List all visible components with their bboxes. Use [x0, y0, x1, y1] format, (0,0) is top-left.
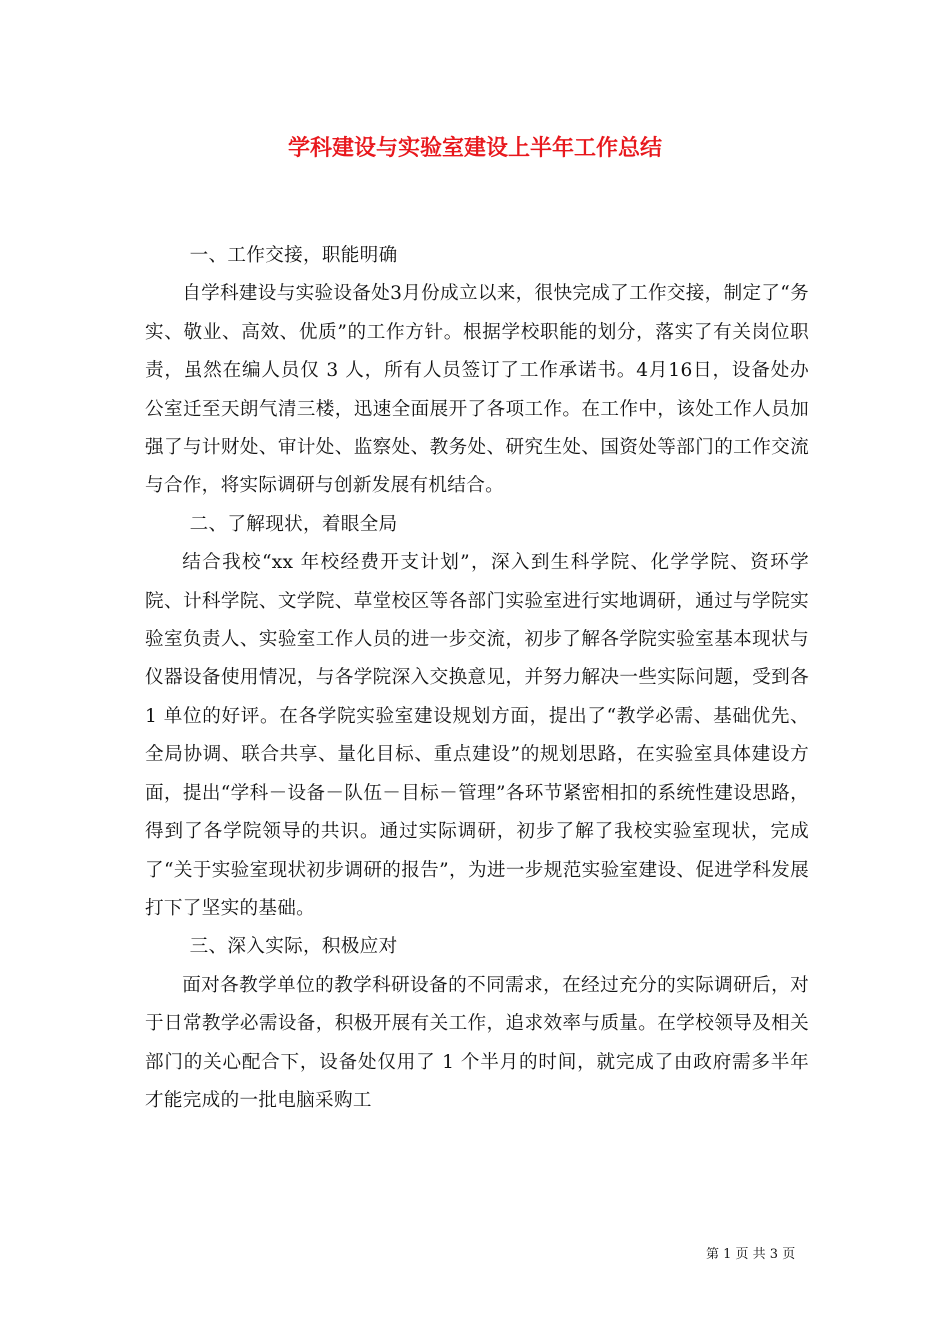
- document-title: 学科建设与实验室建设上半年工作总结: [287, 136, 662, 161]
- section-2-heading: 二、了解现状，着眼全局: [189, 513, 398, 535]
- section-1-paragraph: 自学科建设与实验设备处3月份成立以来，很快完成了工作交接，制定了“务实、敬业、高效、优质”的工作方针。根据学校职能的划分，落实了有关岗位职责，虽然在编人员仅 3 人，所有人员签订了工作承诺书。4月16日，设备处办公室迁至天朗气清三楼，迅速全面展开了各项工作。在工作中，该处工作人员加强了与计财处、审计处、监察处、教务处、研究生处、国资处等部门的工作交流与合作，将实际调研与创新发展有机结合。: [145, 283, 809, 497]
- page-number-footer: 第 1 页 共 3 页: [706, 1247, 796, 1262]
- section-1-heading: 一、工作交接，职能明确: [189, 245, 398, 266]
- section-2-paragraph: 结合我校“xx 年校经费开支计划”，深入到生科学院、化学学院、资环学院、计科学院、文学院、草堂校区等各部门实验室进行实地调研，通过与学院实验室负责人、实验室工作人员的进一步交流，初步了解各学院实验室基本现状与仪器设备使用情况，与各学院深入交换意见，并努力解决一些实际问题，受到各 1 单位的好评。在各学院实验室建设规划方面，提出了“教学必需、基础优先、全局协调、联合共享、量化目标、重点建设”的规划思路，在实验室具体建设方面，提出“学科－设备－队伍－目标－管理”各环节紧密相扣的系统性建设思路，得到了各学院领导的共识。通过实际调研，初步了解了我校实验室现状，完成了“关于实验室现状初步调研的报告”，为进一步规范实验室建设、促进学科发展打下了坚实的基础。: [145, 552, 809, 919]
- section-3-paragraph: 面对各教学单位的教学科研设备的不同需求，在经过充分的实际调研后，对于日常教学必需设备，积极开展有关工作，追求效率与质量。在学校领导及相关部门的关心配合下，设备处仅用了 1 个半月的时间，就完成了由政府需多半年才能完成的一批电脑采购工: [145, 974, 809, 1111]
- section-3-heading: 三、深入实际，积极应对: [189, 936, 398, 958]
- document-body: [145, 237, 809, 1120]
